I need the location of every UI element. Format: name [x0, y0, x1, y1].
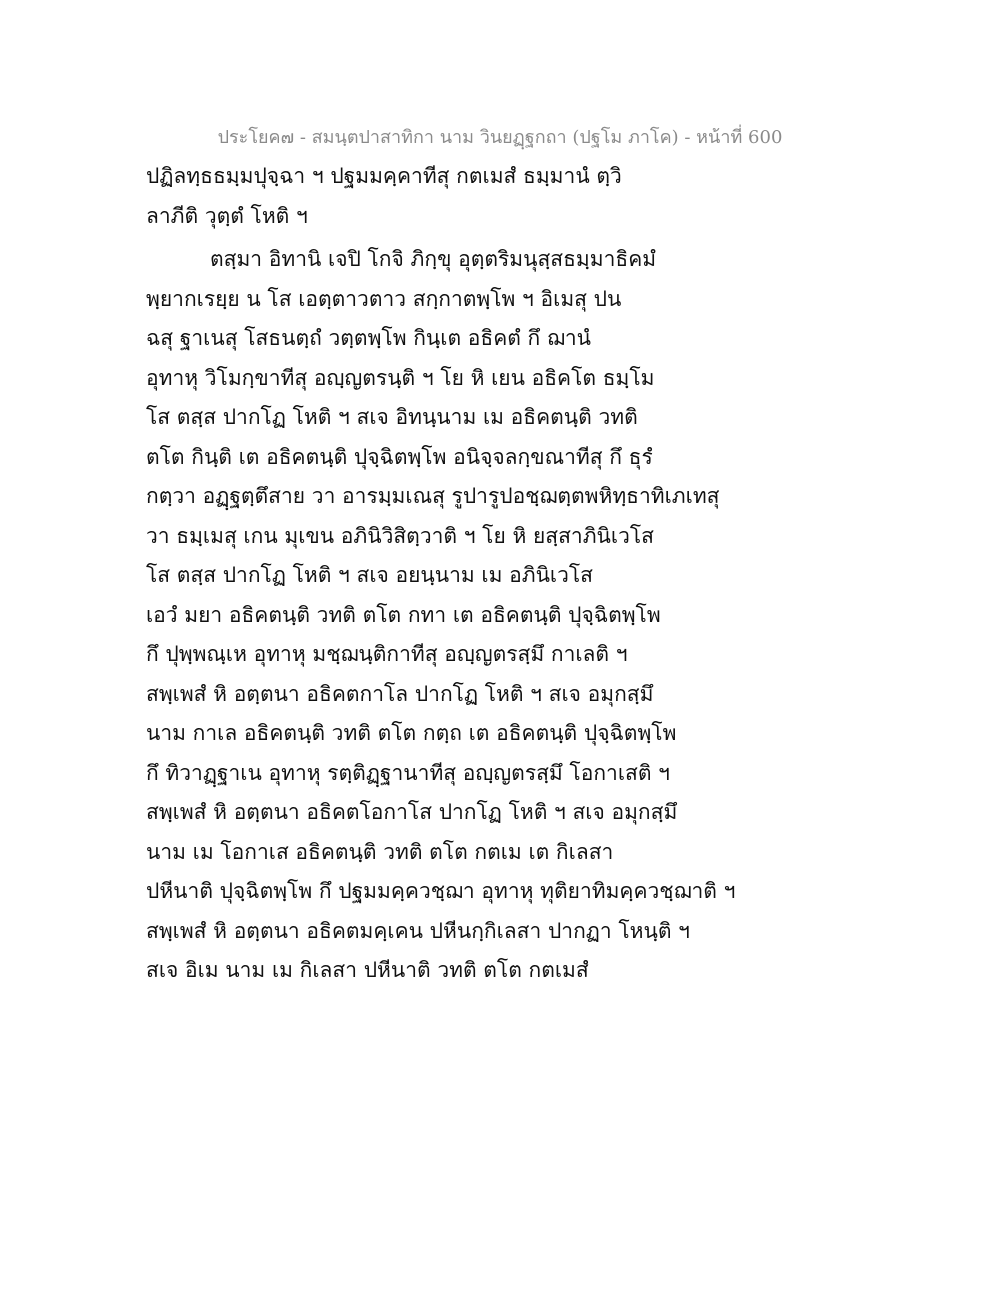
text-line-first: ตสฺมา อิทานิ เจปิ โกจิ ภิกฺขุ อุตฺตริมนุสฺสธมฺมาธิคมํ — [210, 247, 657, 271]
text-line: กึ ทิวาฏฺฐาเน อุทาหุ รตฺติฏฺฐานาทีสุ อญฺญตรสฺมึ โอกาเสติ ฯ — [146, 760, 670, 785]
text-line: ฉสุ ฐาเนสุ โสธนตฺถํ วตฺตพฺโพ กินฺเต อธิคตํ กึ ฌานํ — [146, 326, 592, 350]
text-line: นาม กาเล อธิคตนฺติ วทติ ตโต กตฺถ เต อธิคตนฺติ ปุจฺฉิตพฺโพ — [146, 721, 677, 745]
text-line: อุทาหุ วิโมกฺขาทีสุ อญฺญตรนฺติ ฯ โย หิ เยน อธิคโต ธมฺโม — [146, 365, 655, 390]
paragraph-main — [146, 240, 846, 991]
text-line: ปฏิลทฺธธมฺมปุจฺฉา ฯ ปฐมมคฺคาทีสุ กตเมสํ ธมฺมานํ ตฺวิ — [146, 164, 622, 188]
body-text — [146, 157, 846, 991]
text-line: สเจ อิเม นาม เม กิเลสา ปหีนาติ วทติ ตโต กตเมสํ — [146, 958, 589, 982]
text-line: ลาภีติ วุตฺตํ โหติ ฯ — [146, 203, 308, 228]
text-line: วา ธมฺเมสุ เกน มุเขน อภินิวิสิตฺวาติ ฯ โย หิ ยสฺสาภินิเวโส — [146, 523, 654, 548]
text-line: พฺยากเรยฺย น โส เอตฺตาวตาว สกฺกาตพฺโพ ฯ อิเมสุ ปน — [146, 286, 622, 311]
text-line: โส ตสฺส ปากโฏ โหติ ฯ สเจ อิทนฺนาม เม อธิคตนฺติ วทติ — [146, 405, 638, 429]
text-line: โส ตสฺส ปากโฏ โหติ ฯ สเจ อยนฺนาม เม อภินิเวโส — [146, 563, 593, 587]
text-line: เอวํ มยา อธิคตนฺติ วทติ ตโต กทา เต อธิคตนฺติ ปุจฺฉิตพฺโพ — [146, 602, 661, 627]
text-line: กึ ปุพฺพณฺเห อุทาหุ มชฺฌนฺติกาทีสุ อญฺญตรสฺมึ กาเลติ ฯ — [146, 642, 628, 666]
text-line: สพฺเพสํ หิ อตฺตนา อธิคตมคฺเคน ปหีนกฺกิเลสา ปากฏา โหนฺติ ฯ — [146, 918, 690, 943]
text-line: สพฺเพสํ หิ อตฺตนา อธิคตกาโล ปากโฏ โหติ ฯ สเจ อมุกสฺมึ — [146, 681, 654, 706]
text-line: นาม เม โอกาเส อธิคตนฺติ วทติ ตโต กตเม เต กิเลสา — [146, 839, 614, 864]
text-line: สพฺเพสํ หิ อตฺตนา อธิคตโอกาโส ปากโฏ โหติ ฯ สเจ อมุกสฺมึ — [146, 800, 678, 824]
text-line: กตฺวา อฏฺฐตฺตึสาย วา อารมฺมเณสุ รูปารูปอชฺฌตฺตพหิทฺธาทิเภเทสุ — [146, 484, 720, 508]
text-line: ปหีนาติ ปุจฺฉิตพฺโพ กึ ปฐมมคฺควชฺฌา อุทาหุ ทุติยาทิมคฺควชฺฌาติ ฯ — [146, 879, 736, 903]
running-header: ประโยค๗ - สมนฺตปาสาทิกา นาม วินยฏฺฐกถา (ปฐโม ภาโค) - หน้าที่ 600 — [217, 127, 783, 148]
text-line: ตโต กินฺติ เต อธิคตนฺติ ปุจฺฉิตพฺโพ อนิจฺจลกฺขณาทีสุ กึ ธุรํ — [146, 444, 653, 469]
paragraph-continuation — [146, 157, 846, 236]
